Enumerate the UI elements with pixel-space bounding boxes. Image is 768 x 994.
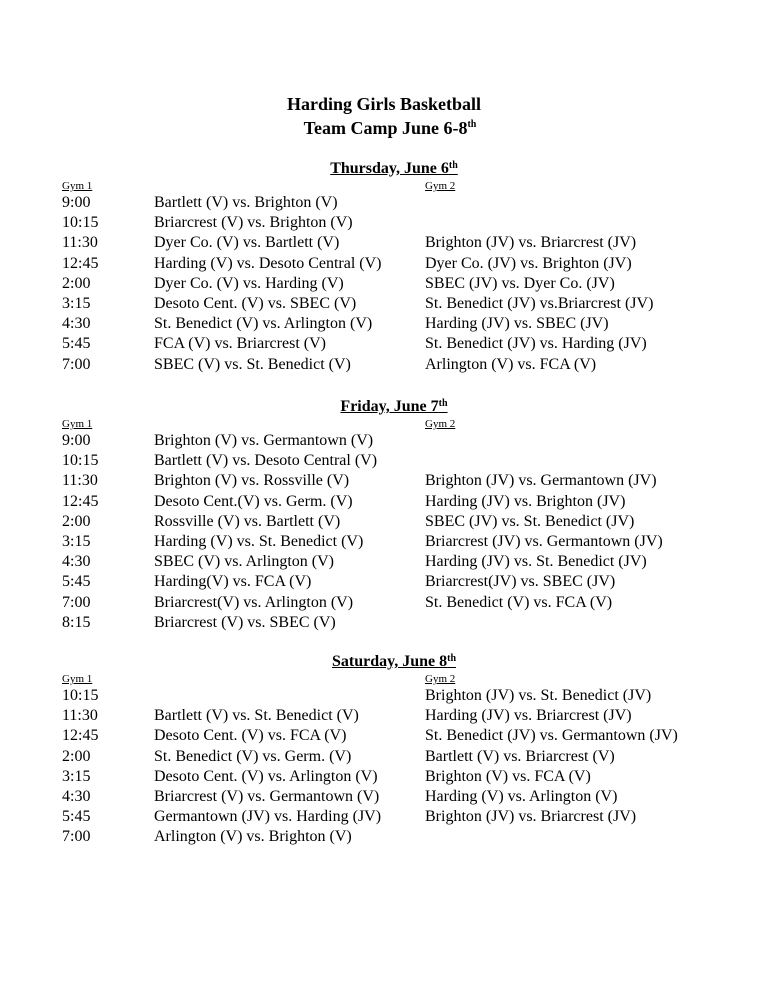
day-heading-text: Friday, June 7 [340,398,439,415]
gym-2-game: Dyer Co. (JV) vs. Brighton (JV) [425,254,632,272]
gym-2-game: Harding (JV) vs. Brighton (JV) [425,492,626,510]
game-time: 3:15 [62,767,91,785]
game-row [0,274,768,294]
game-row [0,254,768,274]
game-time: 3:15 [62,294,91,312]
game-time: 9:00 [62,432,91,449]
day-heading [0,159,768,179]
gym-2-game: St. Benedict (JV) vs.Briarcrest (JV) [425,294,654,312]
game-row [0,334,768,354]
gym-1-game: Germantown (JV) vs. Harding (JV) [154,808,382,826]
gym-2-game: Brighton (V) vs. FCA (V) [425,767,591,785]
gym-2-label: Gym 2 [425,673,456,685]
gym-1-game: Brighton (V) vs. Germantown (V) [154,432,374,449]
game-time: 10:15 [62,452,99,470]
gym-1-label: Gym 1 [62,180,93,192]
game-row [0,314,768,334]
game-row [0,552,768,572]
gym-1-label: Gym 1 [62,673,93,685]
game-time: 4:30 [62,315,91,333]
day-heading-sup: th [438,398,448,409]
game-row [0,355,768,375]
gym-2-label: Gym 2 [425,418,456,430]
gym-1-game: St. Benedict (V) vs. Germ. (V) [154,747,352,765]
game-row [0,706,768,726]
gym-1-game: Briarcrest (V) vs. Brighton (V) [154,214,353,232]
game-row [0,747,768,767]
game-time: 3:15 [62,532,91,550]
game-row [0,572,768,592]
game-time: 7:00 [62,355,91,373]
gym-1-label: Gym 1 [62,418,93,430]
gym-2-game: SBEC (JV) vs. St. Benedict (JV) [425,512,635,530]
gym-1-game: Harding(V) vs. FCA (V) [154,573,312,591]
gym-1-game: FCA (V) vs. Briarcrest (V) [154,335,326,353]
gym-2-game: St. Benedict (JV) vs. Germantown (JV) [425,727,678,745]
gym-1-game: Desoto Cent.(V) vs. Germ. (V) [154,492,353,510]
gym-1-game: Bartlett (V) vs. St. Benedict (V) [154,707,359,725]
game-row [0,686,768,706]
game-time: 2:00 [62,747,91,765]
gym-1-game: Harding (V) vs. Desoto Central (V) [154,254,382,272]
game-time: 11:30 [62,234,98,252]
gym-1-game: Dyer Co. (V) vs. Harding (V) [154,274,344,292]
game-time: 7:00 [62,828,91,846]
gym-1-game: SBEC (V) vs. Arlington (V) [154,553,334,571]
day-heading-sup: th [448,160,458,171]
game-time: 5:45 [62,573,91,591]
game-time: 4:30 [62,553,91,571]
game-row [0,613,768,633]
game-row [0,807,768,827]
gym-1-game: Bartlett (V) vs. Desoto Central (V) [154,452,378,470]
gym-2-game: Harding (V) vs. Arlington (V) [425,787,618,805]
gym-1-game: Briarcrest(V) vs. Arlington (V) [154,593,354,611]
game-row [0,193,768,213]
gym-labels [0,417,768,431]
game-time: 5:45 [62,335,91,353]
game-row [0,451,768,471]
gym-1-game: Brighton (V) vs. Rossville (V) [154,472,350,490]
gym-2-game: Brighton (JV) vs. Briarcrest (JV) [425,234,637,252]
gym-labels [0,179,768,193]
game-time: 7:00 [62,593,91,611]
game-row [0,213,768,233]
gym-1-game: Briarcrest (V) vs. Germantown (V) [154,787,380,805]
game-row [0,233,768,253]
day-section-saturday [0,652,768,848]
game-time: 4:30 [62,787,91,805]
game-time: 12:45 [62,254,99,272]
game-row [0,593,768,613]
gym-2-game: Arlington (V) vs. FCA (V) [425,355,597,373]
game-row [0,431,768,451]
game-row [0,787,768,807]
game-time: 2:00 [62,274,91,292]
gym-2-game: Briarcrest (JV) vs. Germantown (JV) [425,532,663,550]
game-time: 8:15 [62,613,91,631]
gym-1-game: Bartlett (V) vs. Brighton (V) [154,194,338,211]
gym-2-game: Harding (JV) vs. St. Benedict (JV) [425,553,647,571]
gym-1-game: St. Benedict (V) vs. Arlington (V) [154,315,373,333]
game-time: 10:15 [62,687,99,704]
game-time: 11:30 [62,707,98,725]
title-line-2: Team Camp June 6-8th [303,118,477,138]
day-section-friday [0,397,768,633]
day-heading [0,397,768,417]
day-heading-text: Thursday, June 6 [330,160,449,177]
gym-2-game: St. Benedict (JV) vs. Harding (JV) [425,335,647,353]
game-time: 2:00 [62,512,91,530]
day-heading [0,652,768,672]
gym-1-game: Desoto Cent. (V) vs. SBEC (V) [154,294,357,312]
gym-2-game: Brighton (JV) vs. Briarcrest (JV) [425,808,637,826]
gym-2-game: Bartlett (V) vs. Briarcrest (V) [425,747,615,765]
game-row [0,471,768,491]
day-section-thursday [0,159,768,375]
day-heading-sup: th [447,653,457,664]
gym-1-game: Desoto Cent. (V) vs. FCA (V) [154,727,347,745]
title-line-1: Harding Girls Basketball [286,94,482,114]
gym-1-game: SBEC (V) vs. St. Benedict (V) [154,355,351,373]
game-time: 5:45 [62,808,91,826]
gym-2-label: Gym 2 [425,180,456,192]
game-row [0,532,768,552]
game-time: 9:00 [62,194,91,211]
game-time: 12:45 [62,492,99,510]
gym-2-game: St. Benedict (V) vs. FCA (V) [425,593,613,611]
gym-2-game: Harding (JV) vs. Briarcrest (JV) [425,707,632,725]
game-row [0,294,768,314]
gym-labels [0,672,768,686]
gym-2-game: Harding (JV) vs. SBEC (JV) [425,315,609,333]
gym-2-game: Briarcrest(JV) vs. SBEC (JV) [425,573,616,591]
gym-1-game: Rossville (V) vs. Bartlett (V) [154,512,341,530]
game-row [0,512,768,532]
gym-1-game: Briarcrest (V) vs. SBEC (V) [154,613,336,631]
game-time: 12:45 [62,727,99,745]
gym-1-game: Arlington (V) vs. Brighton (V) [154,828,352,846]
gym-2-game: Brighton (JV) vs. Germantown (JV) [425,472,657,490]
game-row [0,492,768,512]
gym-1-game: Dyer Co. (V) vs. Bartlett (V) [154,234,340,252]
day-heading-text: Saturday, June 8 [331,653,448,670]
game-row [0,827,768,847]
gym-1-game: Harding (V) vs. St. Benedict (V) [154,532,364,550]
game-time: 10:15 [62,214,99,232]
gym-2-game: SBEC (JV) vs. Dyer Co. (JV) [425,274,615,292]
game-row [0,726,768,746]
game-row [0,767,768,787]
page-title [0,92,768,140]
gym-2-game: Brighton (JV) vs. St. Benedict (JV) [425,687,652,704]
game-time: 11:30 [62,472,98,490]
gym-1-game: Desoto Cent. (V) vs. Arlington (V) [154,767,378,785]
